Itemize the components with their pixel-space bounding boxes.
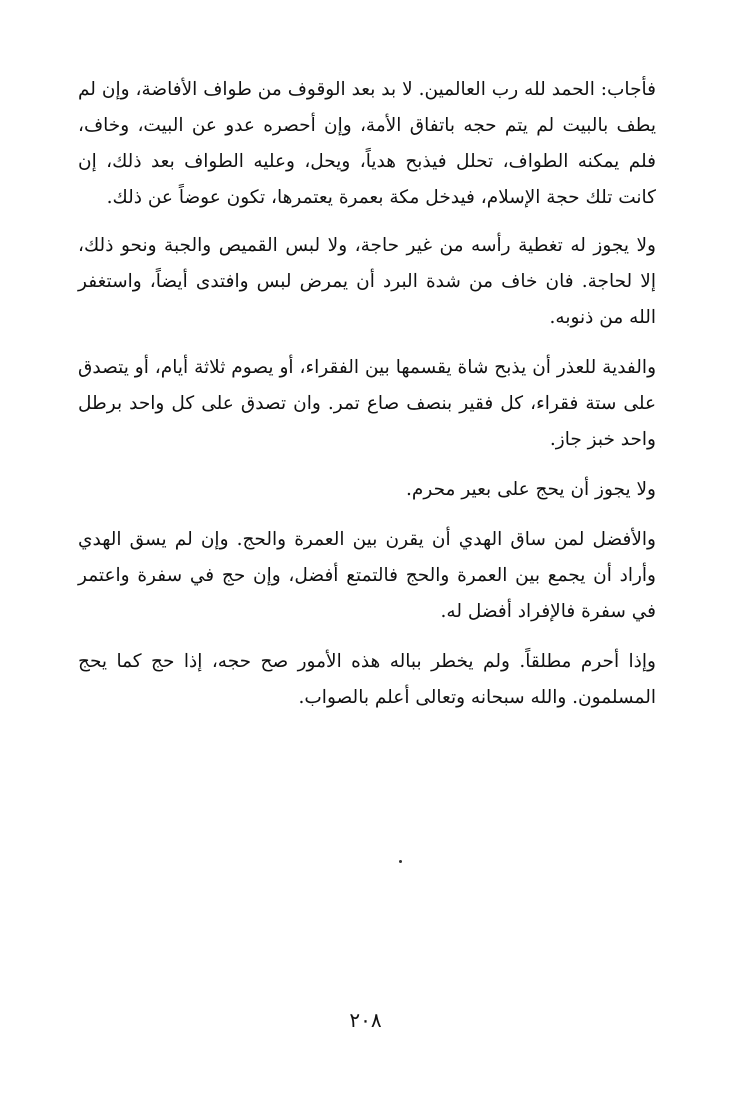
paragraph: ولا يجوز أن يحج على بعير محرم. (406, 479, 656, 500)
page-number: ٢٠٨ (349, 1008, 382, 1032)
paragraph: والأفضل لمن ساق الهدي أن يقرن بين العمرة والحج. وإن لم يسق الهدي وأراد أن يجمع بين العمرة والحج فالتمتع أفضل، وإن حج في سفرة واعتمر في سفرة فالإفراد أفضل له. (78, 529, 656, 622)
paragraph: وإذا أحرم مطلقاً. ولم يخطر بباله هذه الأمور صح حجه، إذا حج كما يحج المسلمون. والله سبحانه وتعالى أعلم بالصواب. (78, 651, 656, 708)
body-text (78, 72, 656, 730)
paragraph: والفدية للعذر أن يذبح شاة يقسمها بين الفقراء، أو يصوم ثلاثة أيام، أو يتصدق على ستة فقراء، كل فقير بنصف صاع تمر. وان تصدق على كل واحد برطل واحد خبز جاز. (78, 357, 656, 450)
paragraph: فأجاب: الحمد لله رب العالمين. لا بد بعد الوقوف من طواف الأفاضة، وإن لم يطف بالبيت لم يتم حجه باتفاق الأمة، وإن أحصره عدو عن البيت، وخاف، فلم يمكنه الطواف، تحلل فيذبح هدياً، ويحل، وعليه الطواف بعد ذلك، إن كانت تلك حجة الإسلام، فيدخل مكة بعمرة يعتمرها، تكون عوضاً عن ذلك. (78, 79, 656, 208)
paragraph: ولا يجوز له تغطية رأسه من غير حاجة، ولا لبس القميص والجبة ونحو ذلك، إلا لحاجة. فان خاف من شدة البرد أن يمرض لبس وافتدى أيضاً، واستغفر الله من ذنوبه. (78, 235, 656, 328)
ink-speck (399, 860, 402, 863)
